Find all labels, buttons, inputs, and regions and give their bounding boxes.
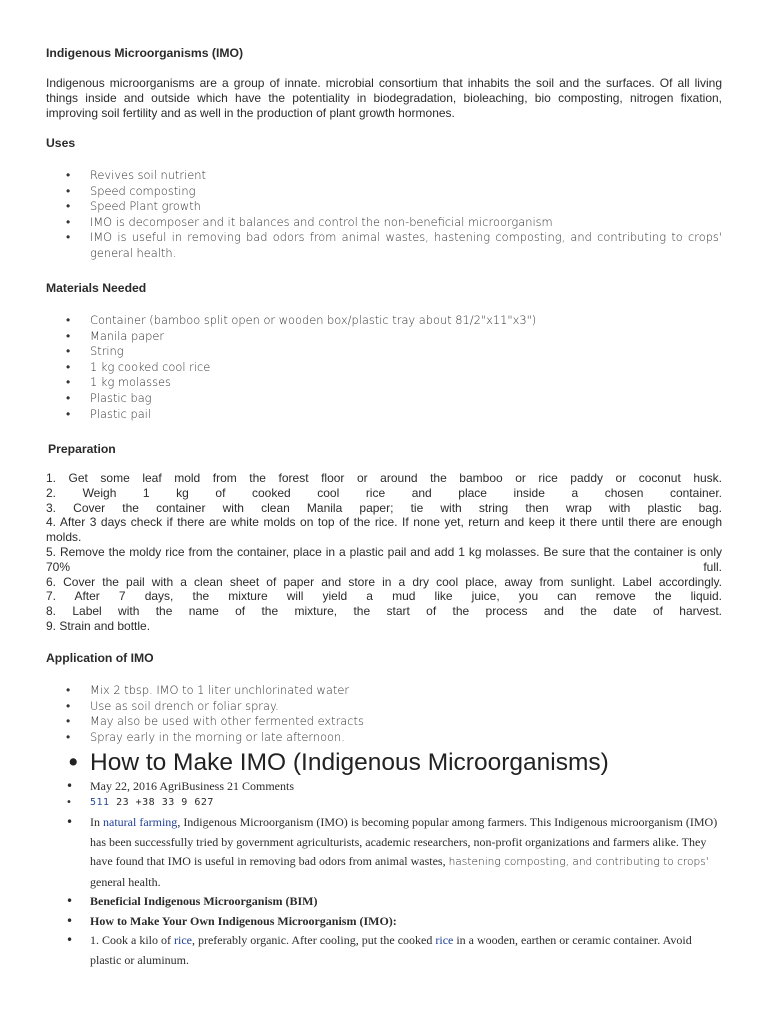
list-item: 8. Label with the name of the mixture, the start of the process and the date of harvest. — [46, 604, 722, 619]
preparation-steps — [46, 471, 722, 634]
list-item: 7. After 7 days, the mixture will yield a mud like juice, you can remove the liquid. — [46, 589, 722, 604]
uses-list — [46, 168, 722, 262]
list-item: 4. After 3 days check if there are white molds on top of the rice. If none yet, return and keep it there until there are enough molds. — [46, 515, 722, 545]
list-item: • 1 kg cooked cool rice — [46, 360, 722, 376]
list-item: • Container (bamboo split open or wooden box/plastic tray about 81/2"x11"x3") — [46, 313, 722, 329]
natural-farming-link[interactable]: natural farming — [103, 815, 178, 829]
list-item: 9. Strain and bottle. — [46, 618, 151, 633]
list-item: • Use as soil drench or foliar spray. — [46, 699, 722, 715]
application-list — [46, 683, 722, 745]
article-meta: • May 22, 2016 AgriBusiness 21 Comments — [46, 779, 722, 794]
preparation-heading: Preparation — [48, 442, 116, 456]
application-heading: Application of IMO — [46, 651, 154, 665]
list-item: • Plastic pail — [46, 407, 722, 423]
document-title: Indigenous Microorganisms (IMO) — [46, 46, 244, 60]
share-count-primary: 511 — [90, 797, 110, 808]
intro-paragraph: Indigenous microorganisms are a group of innate. microbial consortium that inhabits the soil and the surfaces. Of all living things inside and outside which have the potentiality in biodegradation, bioleaching, bio composting, nitrogen fixation, improving soil fertility and as well in the production of plant growth hormones. — [46, 76, 722, 120]
share-count-others: 23 +38 33 9 627 — [109, 797, 214, 808]
share-counts — [46, 796, 722, 810]
rice-link[interactable]: rice — [174, 933, 192, 947]
bold-subheading-bim: • Beneficial Indigenous Microorganism (BIM) — [46, 892, 722, 912]
article-paragraph: • In natural farming, Indigenous Microorganism (IMO) is becoming popular among farmers. This Indigenous microorganism (IMO) has been successfully tried by government agriculturists, academic researchers, non-profit organizations and farmers alike. They have found that IMO is useful in removing bad odors from animal wastes, hastening composting, and contributing to crops' general health. — [46, 813, 722, 892]
list-item: • IMO is decomposer and it balances and control the non-beneficial microorganism — [46, 215, 722, 231]
list-item: • Mix 2 tbsp. IMO to 1 liter unchlorinated water — [46, 683, 722, 699]
list-item: • Manila paper — [46, 329, 722, 345]
article-step-1: • 1. Cook a kilo of rice, preferably organic. After cooling, put the cooked rice in a wooden, earthen or ceramic container. Avoid plastic or aluminum. — [46, 931, 722, 970]
list-item: • Spray early in the morning or late afternoon. — [46, 730, 722, 746]
list-item: • 1 kg molasses — [46, 375, 722, 391]
list-item: • Speed composting — [46, 184, 722, 200]
article-title: • How to Make IMO (Indigenous Microorganisms) — [46, 748, 722, 778]
list-item: • String — [46, 344, 722, 360]
list-item: 1. Get some leaf mold from the forest floor or around the bamboo or rice paddy or coconut husk. — [46, 471, 722, 485]
list-item: 2. Weigh 1 kg of cooked cool rice and place inside a chosen container. — [46, 485, 722, 500]
list-item: • Speed Plant growth — [46, 199, 722, 215]
list-item: • Revives soil nutrient — [46, 168, 722, 184]
materials-heading: Materials Needed — [46, 281, 147, 295]
pasted-article — [46, 748, 722, 970]
list-item: 6. Cover the pail with a clean sheet of paper and store in a dry cool place, away from sunlight. Label accordingly. — [46, 574, 722, 589]
list-item: • IMO is useful in removing bad odors from animal wastes, hastening composting, and contributing to crops' general health. — [46, 230, 722, 261]
list-item: • Plastic bag — [46, 391, 722, 407]
list-item: 5. Remove the moldy rice from the container, place in a plastic pail and add 1 kg molasses. Be sure that the container is only 70% full. — [46, 544, 722, 574]
uses-heading: Uses — [46, 136, 76, 150]
rice-link[interactable]: rice — [435, 933, 454, 947]
bold-subheading-howto: • How to Make Your Own Indigenous Microorganism (IMO): — [46, 912, 722, 932]
materials-list — [46, 313, 722, 422]
list-item: • May also be used with other fermented extracts — [46, 714, 722, 730]
list-item: 3. Cover the container with clean Manila paper; tie with string then wrap with plastic bag. — [46, 500, 722, 515]
